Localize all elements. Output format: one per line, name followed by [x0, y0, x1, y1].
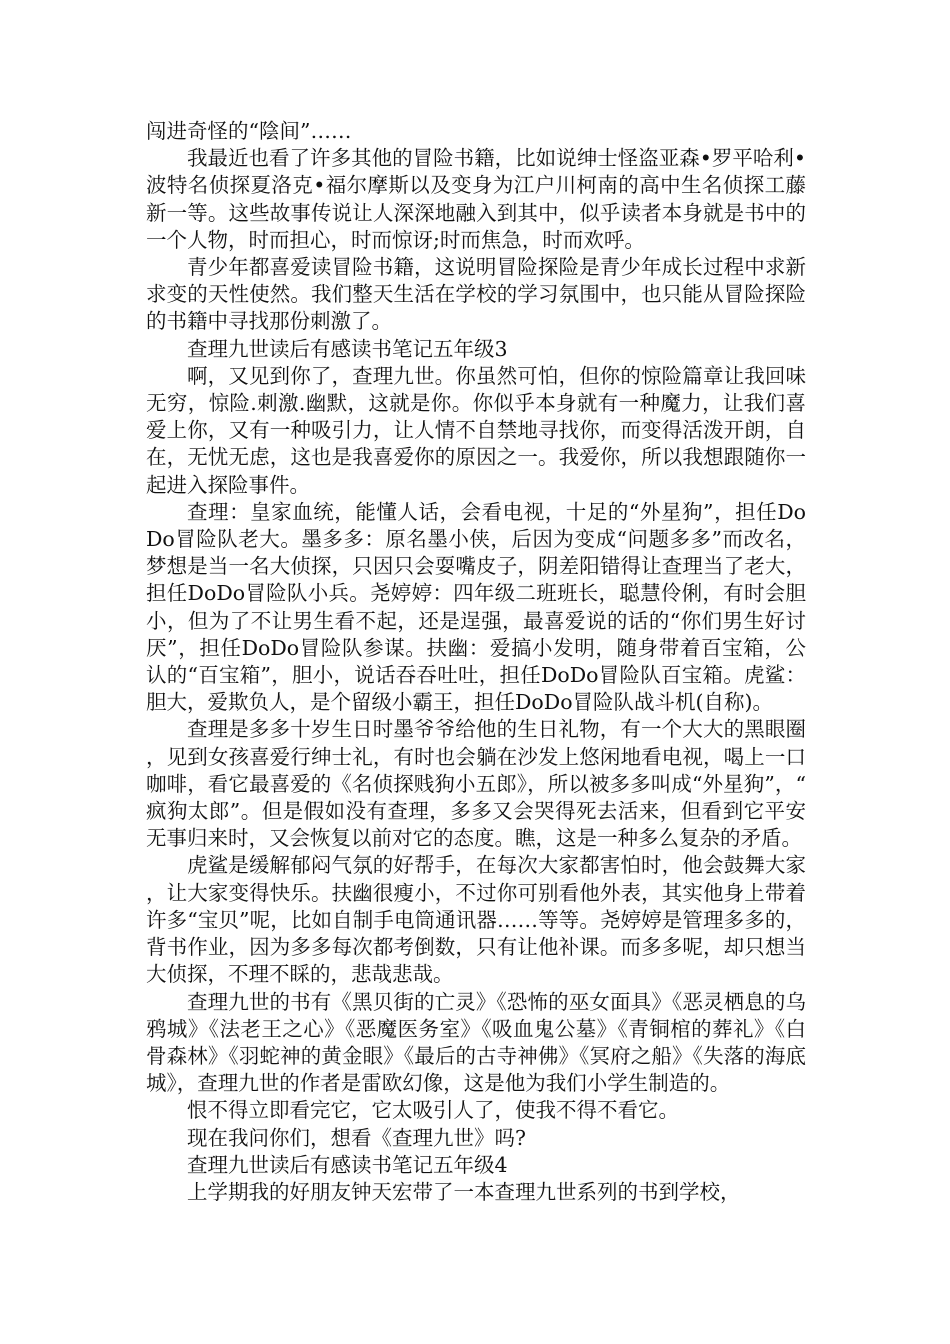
section-heading-3: 查理九世读后有感读书笔记五年级3	[187, 336, 508, 361]
paragraph-11: 现在我问你们，想看《查理九世》吗?	[187, 1125, 526, 1150]
paragraph-8: 虎鲨是缓解郁闷气氛的好帮手，在每次大家都害怕时，他会鼓舞大家，让大家变得快乐。扶幽很瘦小，不过你可别看他外表，其实他身上带着许多“宝贝”呢，比如自制手电筒通讯器……等等。尧婷婷是管理多多的，背书作业，因为多多每次都考倒数，只有让他补课。而多多呢，却只想当大侦探，不理不睬的，悲哉悲哉。	[146, 853, 806, 987]
paragraph-5: 啊，又见到你了，查理九世。你虽然可怕，但你的惊险篇章让我回味无穷，惊险.刺激.幽默，这就是你。你似乎本身就有一种魔力，让我们喜爱上你，又有一种吸引力，让人情不自禁地寻找你，而变得活泼开朗，自在，无忧无虑，这也是我喜爱你的原因之一。我爱你，所以我想跟随你一起进入探险事件。	[146, 363, 806, 497]
paragraph-1: 闯进奇怪的“陰间”……	[146, 119, 352, 143]
paragraph-7: 查理是多多十岁生日时墨爷爷给他的生日礼物，有一个大大的黑眼圈，见到女孩喜爱行绅士礼，有时也会躺在沙发上悠闲地看电视，喝上一口咖啡，看它最喜爱的《名侦探贱狗小五郎》，所以被多多叫成“外星狗”，“疯狗太郎”。但是假如没有查理，多多又会哭得死去活来，但看到它平安无事归来时，又会恢复以前对它的态度。瞧，这是一种多么复杂的矛盾。	[146, 717, 806, 851]
paragraph-9: 查理九世的书有《黑贝街的亡灵》《恐怖的巫女面具》《恶灵栖息的乌鸦城》《法老王之心》《恶魔医务室》《吸血鬼公墓》《青铜棺的葬礼》《白骨森林》《羽蛇神的黄金眼》《最后的古寺神佛》《冥府之船》《失落的海底城》，查理九世的作者是雷欧幻像，这是他为我们小学生制造的。	[146, 989, 806, 1096]
paragraph-13: 上学期我的好朋友钟天宏带了一本查理九世系列的书到学校，	[187, 1179, 741, 1204]
paragraph-6: 查理：皇家血统，能懂人话，会看电视，十足的“外星狗”，担任DoDo冒险队老大。墨多多：原名墨小侠，后因为变成“问题多多”而改名，梦想是当一名大侦探，只因只会耍嘴皮子，阴差阳错得让查理当了老大，担任DoDo冒险队小兵。尧婷婷：四年级二班班长，聪慧伶俐，有时会胆小，但为了不让男生看不起，还是逞强，最喜爱说的话的“你们男生好讨厌”，担任DoDo冒险队参谋。扶幽：爱搞小发明，随身带着百宝箱，公认的“百宝箱”，胆小，说话吞吞吐吐，担任DoDo冒险队百宝箱。虎鲨：胆大，爱欺负人，是个留级小霸王，担任DoDo冒险队战斗机(自称)。	[146, 499, 806, 715]
paragraph-3: 青少年都喜爱读冒险书籍，这说明冒险探险是青少年成长过程中求新求变的天性使然。我们整天生活在学校的学习氛围中，也只能从冒险探险的书籍中寻找那份刺激了。	[146, 255, 806, 334]
paragraph-10: 恨不得立即看完它，它太吸引人了，使我不得不看它。	[187, 1098, 679, 1123]
document-body	[146, 118, 806, 1206]
paragraph-2: 我最近也看了许多其他的冒险书籍，比如说绅士怪盗亚森•罗平哈利•波特名侦探夏洛克•福尔摩斯以及变身为江户川柯南的高中生名侦探工藤新一等。这些故事传说让人深深地融入到其中，似乎读者本身就是书中的一个人物，时而担心，时而惊讶;时而焦急，时而欢呼。	[146, 146, 806, 252]
section-heading-4: 查理九世读后有感读书笔记五年级4	[187, 1152, 508, 1177]
